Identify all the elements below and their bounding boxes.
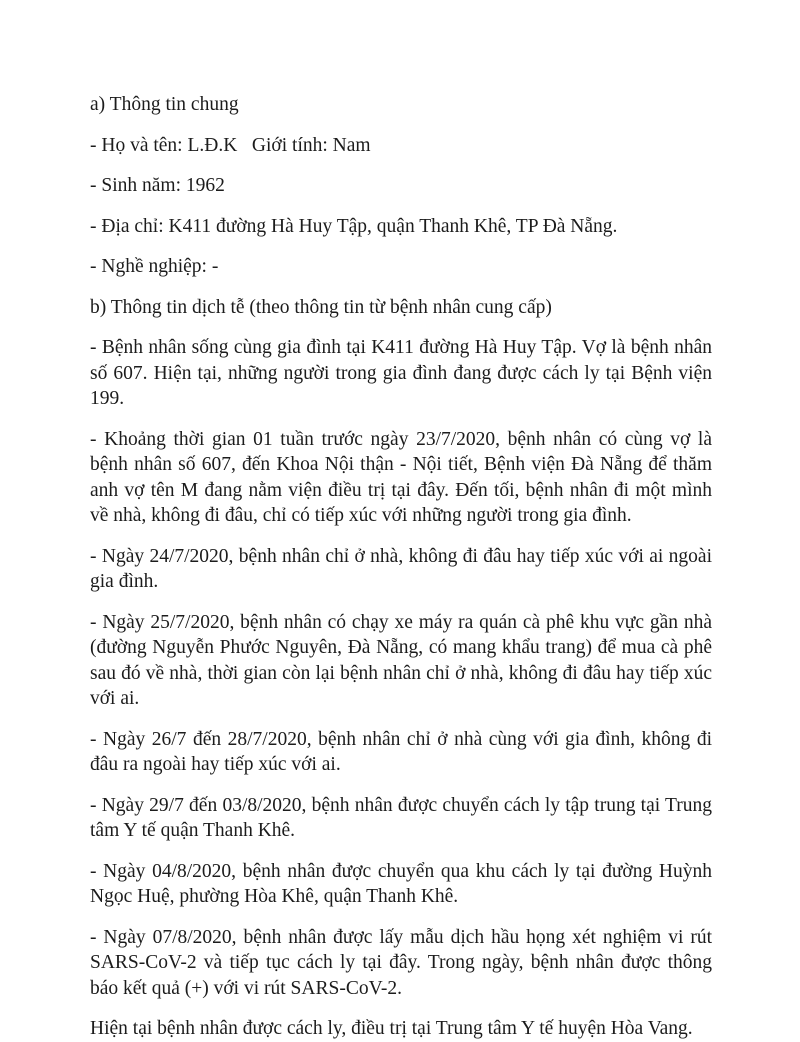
epidemiology-paragraph-family: - Bệnh nhân sống cùng gia đình tại K411 đường Hà Huy Tập. Vợ là bệnh nhân số 607. Hiện tại, những người trong gia đình đang được cách ly tại Bệnh viện 199. — [90, 337, 712, 409]
epidemiology-paragraph-aug-4: - Ngày 04/8/2020, bệnh nhân được chuyển qua khu cách ly tại đường Huỳnh Ngọc Huệ, phường Hòa Khê, quận Thanh Khê. — [90, 860, 712, 907]
patient-name-gender: - Họ và tên: L.Đ.K Giới tính: Nam — [90, 134, 371, 156]
current-status: Hiện tại bệnh nhân được cách ly, điều trị tại Trung tâm Y tế huyện Hòa Vang. — [90, 1018, 693, 1039]
epidemiology-paragraph-jul-29-aug-3: - Ngày 29/7 đến 03/8/2020, bệnh nhân được chuyển cách ly tập trung tại Trung tâm Y tế quận Thanh Khê. — [90, 794, 712, 841]
epidemiology-paragraph-jul-24: - Ngày 24/7/2020, bệnh nhân chỉ ở nhà, không đi đâu hay tiếp xúc với ai ngoài gia đình. — [90, 545, 712, 592]
epidemiology-paragraph-jul-25: - Ngày 25/7/2020, bệnh nhân có chạy xe máy ra quán cà phê khu vực gần nhà (đường Nguyễn Phước Nguyên, Đà Nẵng, có mang khẩu trang) để mua cà phê sau đó về nhà, thời gian còn lại bệnh nhân chỉ ở nhà, không đi đâu hay tiếp xúc với ai. — [90, 611, 712, 709]
address: - Địa chỉ: K411 đường Hà Huy Tập, quận Thanh Khê, TP Đà Nẵng. — [90, 215, 618, 237]
birth-year: - Sinh năm: 1962 — [90, 175, 225, 196]
section-heading-epidemiology: b) Thông tin dịch tễ (theo thông tin từ bệnh nhân cung cấp) — [90, 296, 552, 318]
epidemiology-paragraph-aug-7: - Ngày 07/8/2020, bệnh nhân được lấy mẫu dịch hầu họng xét nghiệm vi rút SARS-CoV-2 và tiếp tục cách ly tại đây. Trong ngày, bệnh nhân được thông báo kết quả (+) với vi rút SARS-CoV-2. — [90, 926, 712, 999]
epidemiology-paragraph-jul-26-28: - Ngày 26/7 đến 28/7/2020, bệnh nhân chỉ ở nhà cùng với gia đình, không đi đâu ra ngoài hay tiếp xúc với ai. — [90, 728, 712, 775]
section-heading-general-info: a) Thông tin chung — [90, 94, 239, 115]
epidemiology-paragraph-hospital-visit: - Khoảng thời gian 01 tuần trước ngày 23/7/2020, bệnh nhân có cùng vợ là bệnh nhân số 607, đến Khoa Nội thận - Nội tiết, Bệnh viện Đà Nẵng để thăm anh vợ tên M đang nằm viện điều trị tại đây. Đến tối, bệnh nhân đi một mình về nhà, không đi đâu, chỉ có tiếp xúc với những người trong gia đình. — [90, 428, 712, 526]
occupation: - Nghề nghiệp: - — [90, 256, 219, 277]
